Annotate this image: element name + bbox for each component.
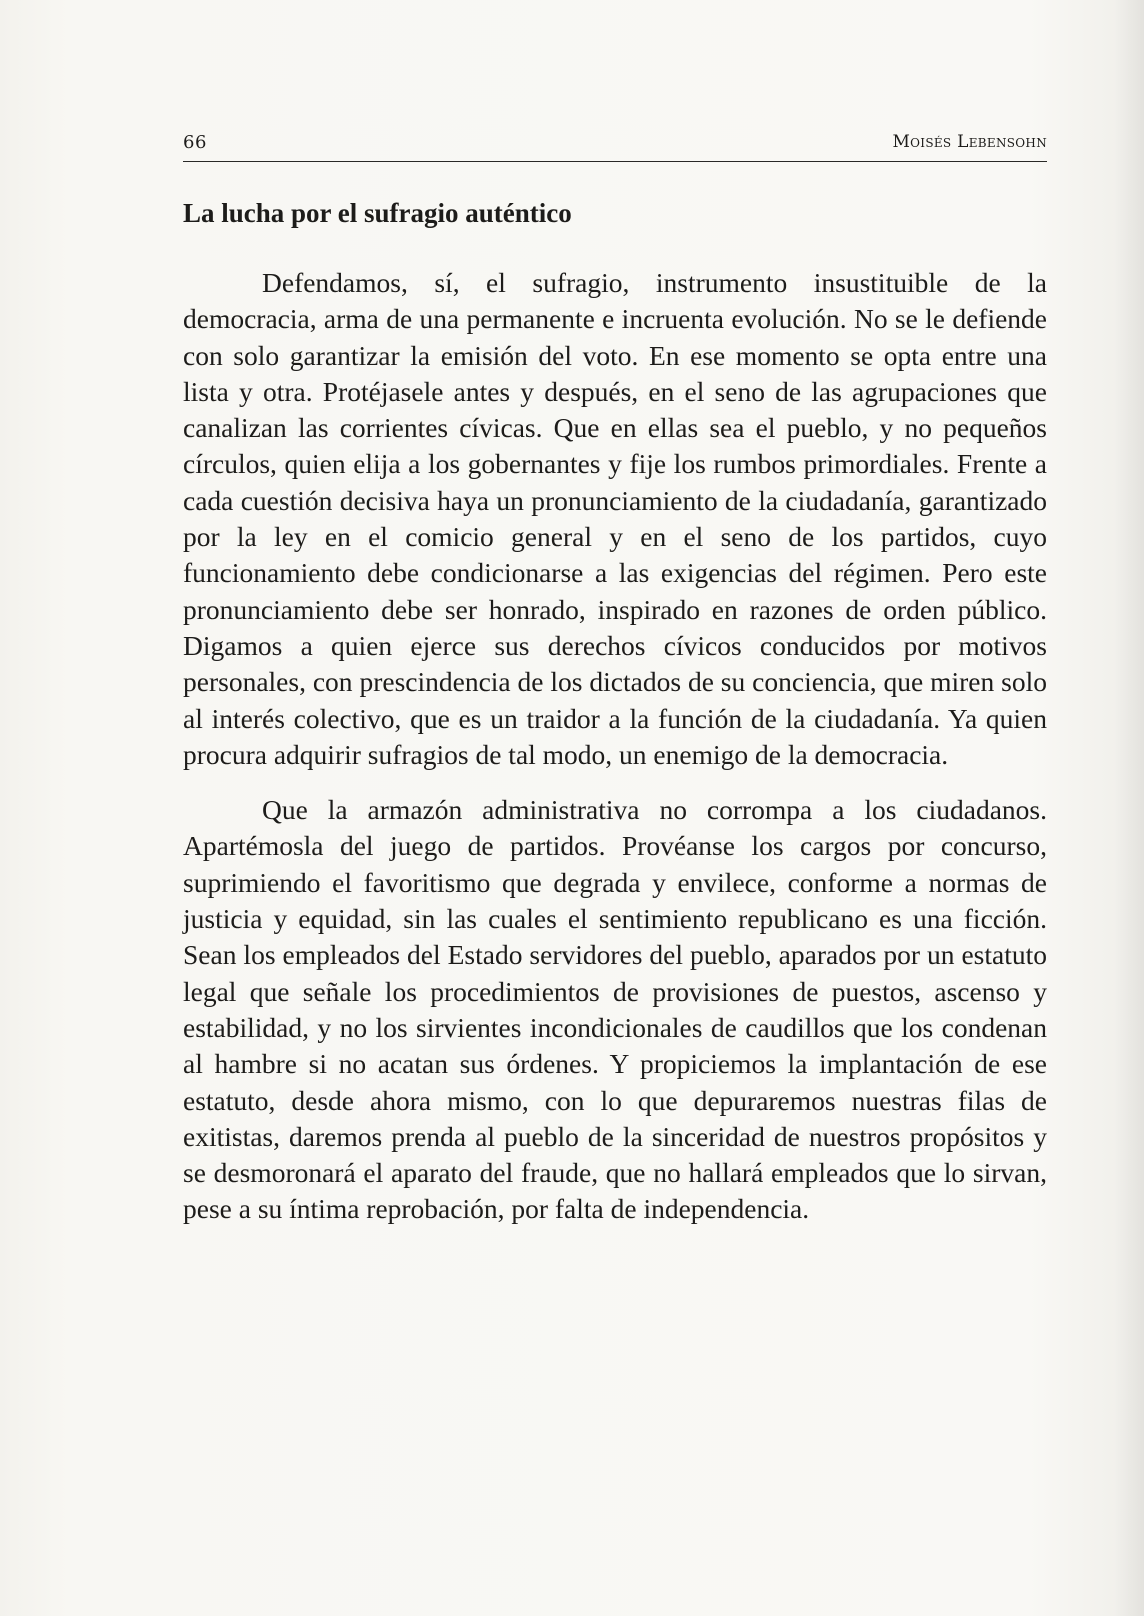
page-content <box>183 196 1047 1228</box>
page-number: 66 <box>183 132 207 153</box>
page-edge-shadow <box>1114 0 1144 1616</box>
section-title: La lucha por el sufragio auténtico <box>183 198 572 228</box>
running-head-author: Moisés Lebensohn <box>892 132 1047 152</box>
paragraph-1: Defendamos, sí, el sufragio, instrumento insustituible de la democracia, arma de una permanente e incruenta evolución. No se le defiende con solo garantizar la emisión del voto. En ese momento se opta entre una lista y otra. Protéjasele antes y después, en el seno de las agrupaciones que canalizan las corrientes cívicas. Que en ellas sea el pueblo, y no pequeños círculos, quien elija a los gobernantes y fije los rumbos primordiales. Frente a cada cuestión decisiva haya un pronunciamiento de la ciudadanía, garantizado por la ley en el comicio general y en el seno de los partidos, cuyo funcionamiento debe condicionarse a las exigencias del régimen. Pero este pronunciamiento debe ser honrado, inspirado en razones de orden público. Digamos a quien ejerce sus derechos cívicos conducidos por motivos personales, con prescindencia de los dictados de su conciencia, que miren solo al interés colectivo, que es un traidor a la función de la ciudadanía. Ya quien procura adquirir sufragios de tal modo, un enemigo de la democracia. <box>183 267 1047 770</box>
paragraph-2: Que la armazón administrativa no corrompa a los ciudadanos. Apartémosla del juego de partidos. Provéanse los cargos por concurso, suprimiendo el favoritismo que degrada y envilece, conforme a normas de justicia y equidad, sin las cuales el sentimiento republicano es una ficción. Sean los empleados del Estado servidores del pueblo, aparados por un estatuto legal que señale los procedimientos de provisiones de puestos, ascenso y estabilidad, y no los sirvientes incondicionales de caudillos que los condenan al hambre si no acatan sus órdenes. Y propiciemos la implantación de ese estatuto, desde ahora mismo, con lo que depuraremos nuestras filas de exitistas, daremos prenda al pueblo de la sinceridad de nuestros propósitos y se desmoronará el aparato del fraude, que no hallará empleados que lo sirvan, pese a su íntima reprobación, por falta de independencia. <box>183 794 1047 1225</box>
header-rule <box>183 161 1047 162</box>
running-head <box>183 132 1047 162</box>
